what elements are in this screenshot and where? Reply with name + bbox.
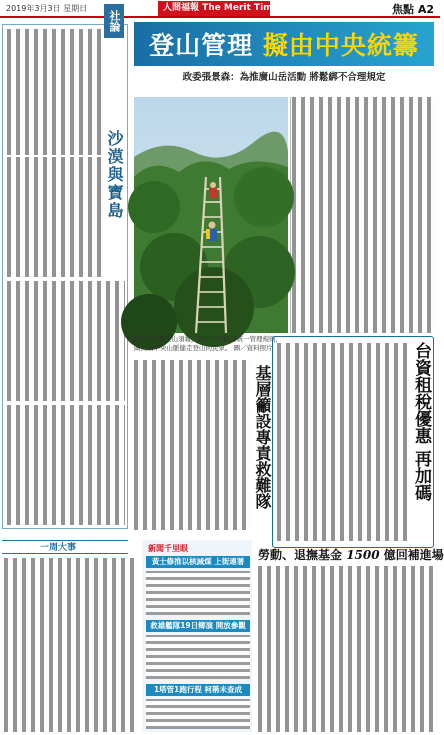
editorial-text-block — [7, 29, 103, 155]
main-story-text — [292, 97, 434, 333]
headline-part-2: 擬由中央統籌 — [262, 31, 419, 60]
rescue-story-text — [134, 360, 250, 530]
main-subhead: 政委張景森：為推廣山岳活動 將鬆綁不合理規定 — [182, 72, 386, 83]
main-headline — [134, 22, 434, 66]
news-brief-item: 黃士修推以核減煤 上街連署 — [146, 556, 250, 568]
photo-caption: ▌未來民眾登山須報，將由中央統籌統一管理規則，圖為由中央山脈健走登山的民眾。 圖／資料照片 — [134, 335, 282, 352]
headline-part-1: 登山管理 — [149, 31, 254, 60]
editorial-title: 沙漠與寶島 — [105, 130, 124, 220]
mountain-trail-image — [134, 97, 288, 333]
editorial-text-block — [7, 281, 125, 401]
news-brief-item: 救雄艦隊19日鄉演 開放參觀 — [146, 620, 250, 632]
editorial-tag: 社論 — [104, 4, 124, 38]
news-brief-text — [146, 635, 250, 679]
labor-fund-text — [258, 566, 436, 732]
week-events-label: 一周大事 — [40, 543, 77, 553]
hiking-photo — [134, 97, 288, 333]
news-brief-item: 1塔管1跑行程 柯稱未查成 — [146, 684, 250, 696]
news-brief-text — [146, 571, 250, 615]
labor-headline-part-a: 勞動、退撫基金 — [258, 548, 343, 562]
news-brief-text — [146, 699, 250, 729]
tax-story-title: 台資租稅優惠 再加碼 — [411, 342, 431, 501]
rescue-story-title: 基層籲設專責救難隊 — [253, 365, 272, 509]
labor-headline-number: 1500 — [346, 548, 380, 562]
week-events-text — [4, 558, 138, 732]
newspaper-logo: 人間福報 The Merit Times — [158, 1, 270, 16]
masthead-bar — [0, 0, 440, 18]
tax-story-text — [277, 343, 409, 541]
editorial-column — [2, 24, 128, 529]
news-brief-header: 新聞千里眼 — [148, 544, 188, 553]
labor-fund-headline — [258, 546, 444, 563]
column-divider — [290, 97, 291, 333]
issue-date: 2019年3月3日 星期日 — [6, 4, 88, 13]
editorial-text-block — [7, 157, 103, 277]
section-label: 焦點 A2 — [392, 3, 434, 16]
editorial-text-block — [7, 405, 125, 525]
labor-headline-part-b: 億回補進場 — [383, 548, 444, 562]
